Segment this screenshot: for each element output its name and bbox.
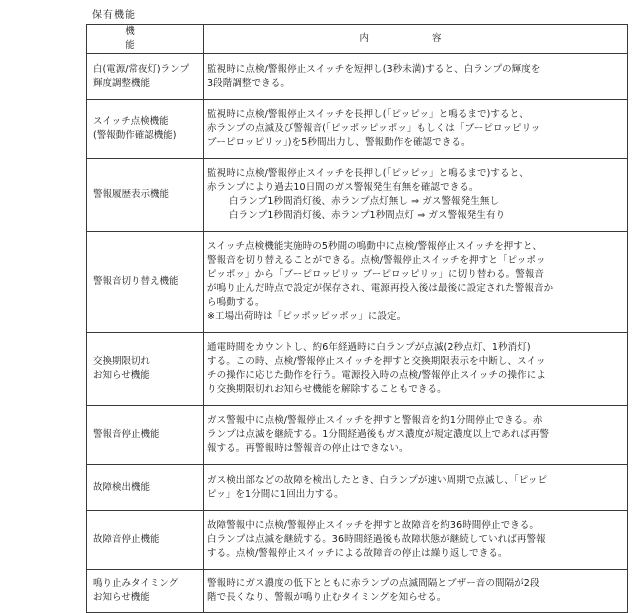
function-label: 故障検出機能 [93,481,151,493]
content-line: ガス検出部などの故障を検出したとき、白ランプが速い周期で点滅し、「ピッピ [207,474,548,486]
function-label: 鳴り止みタイミング [93,578,179,589]
content-line: が鳴り止んだ時点で設定が保存され、電源再投入後は最後に設定された警報音か [207,283,554,294]
content-line: 階で長くなり、警報が鳴り止むタイミングを知らせる。 [207,592,447,603]
content-line: ガス警報中に点検/警報停止スイッチを押すと警報音を約1分間停止できる。赤 [207,415,543,426]
table-row [87,511,628,570]
table-row [87,232,628,333]
function-label: 警報履歴表示機能 [93,189,170,200]
function-cell [87,232,204,333]
content-line: 監視時に点検/警報停止スイッチを長押し(「ピッピッ」と鳴るまで)すると、 [207,109,529,120]
header-content: 内 容 [204,25,628,54]
function-cell [87,100,204,159]
table-row [87,570,628,613]
content-line: ブーピロッピリッ」)を5秒間出力し、警報動作を確認できる。 [207,137,471,148]
section-title: 保有機能 [92,10,136,21]
header-function: 機 能 [87,25,204,54]
function-label: お知らせ機能 [93,370,150,381]
content-line: ピッ」を1分間に1回出力する。 [207,488,344,500]
function-label: 警報音停止機能 [93,429,160,440]
content-cell [204,570,628,613]
content-line: 通電時間をカウントし、約6年経過時に白ランプが点滅(2秒点灯、1秒消灯) [207,342,531,353]
table-row [87,465,628,511]
function-cell [87,159,204,232]
content-line: ランプは点滅を継続する。1分間経過後もガス濃度が規定濃度以上であれば再警 [207,429,550,440]
content-line: 赤ランプの点滅及び警報音(「ピッポッピッポッ」もしくは「ブーピロッピリッ [207,123,541,134]
content-cell [204,100,628,159]
content-line: 白ランプ1秒間消灯後、赤ランプ点灯無し ⇒ ガス警報発生無し [229,196,500,207]
content-line: チの操作に応じた動作を行う。電源投入時の点検/警報停止スイッチの操作によ [207,370,546,381]
content-cell [204,159,628,232]
function-label: 交換期限切れ [93,356,151,367]
table-row [87,406,628,465]
function-label: 故障音停止機能 [93,534,160,545]
function-cell [87,511,204,570]
content-line: ら鳴動する。 [207,297,265,308]
content-cell [204,465,628,511]
table-row [87,159,628,232]
content-cell [204,511,628,570]
content-line: り交換期限切れお知らせ機能を解除することもできる。 [207,384,447,395]
content-cell [204,333,628,406]
content-note: ※工場出荷時は「ピッポッピッポッ」に設定。 [207,311,407,322]
content-line: 警報時にガス濃度の低下とともに赤ランプの点滅間隔とブザー音の間隔が2段 [207,578,540,589]
content-line: 3段階調整できる。 [207,77,290,89]
features-table [86,24,628,613]
table-header-row [87,25,628,54]
function-label: (警報動作確認機能) [93,130,177,141]
function-label: 輝度調整機能 [93,77,151,89]
content-line: する。この時、点検/警報停止スイッチを押すと交換期限表示を中断し、スイッ [207,356,546,367]
content-line: 故障警報中に点検/警報停止スイッチを押すと故障音を約36時間停止できる。 [207,520,540,531]
function-label: 警報音切り替え機能 [93,276,179,287]
function-label: お知らせ機能 [93,592,150,603]
content-cell [204,54,628,100]
function-label: 白(電源/常夜灯)ランプ [93,63,190,75]
function-cell [87,54,204,100]
content-line: 赤ランプにより過去10日間のガス警報発生有無を確認できる。 [207,182,479,193]
content-cell [204,232,628,333]
content-line: 監視時に点検/警報停止スイッチを長押し(「ピッピッ」と鳴るまで)すると、 [207,168,529,179]
content-cell [204,406,628,465]
table-row [87,54,628,100]
content-line: スイッチ点検機能実施時の5秒間の鳴動中に点検/警報停止スイッチを押すと、 [207,241,543,252]
function-cell [87,570,204,613]
content-line: する。点検/警報停止スイッチによる故障音の停止は繰り返しできる。 [207,548,508,559]
content-line: 監視時に点検/警報停止スイッチを短押し(3秒未満)すると、白ランプの輝度を [207,63,541,75]
table-row [87,333,628,406]
function-cell [87,333,204,406]
content-line: 白ランプ1秒間消灯後、赤ランプ1秒間点灯 ⇒ ガス警報発生有り [229,210,506,221]
content-line: ピッポッ」から「ブーピロッピリッ ブーピロッピリッ」に切り替わる。警報音 [207,269,545,280]
table-row [87,100,628,159]
function-cell [87,406,204,465]
content-line: 報する。再警報時は警報音の停止はできない。 [207,443,409,454]
content-line: 白ランプは点滅を継続する。36時間経過後も故障状態が継続していれば再警報 [207,534,546,545]
function-cell [87,465,204,511]
content-line: 警報音を切り替えることができる。点検/警報停止スイッチを押すと「ピッポッ [207,255,546,266]
function-label: スイッチ点検機能 [93,116,169,127]
